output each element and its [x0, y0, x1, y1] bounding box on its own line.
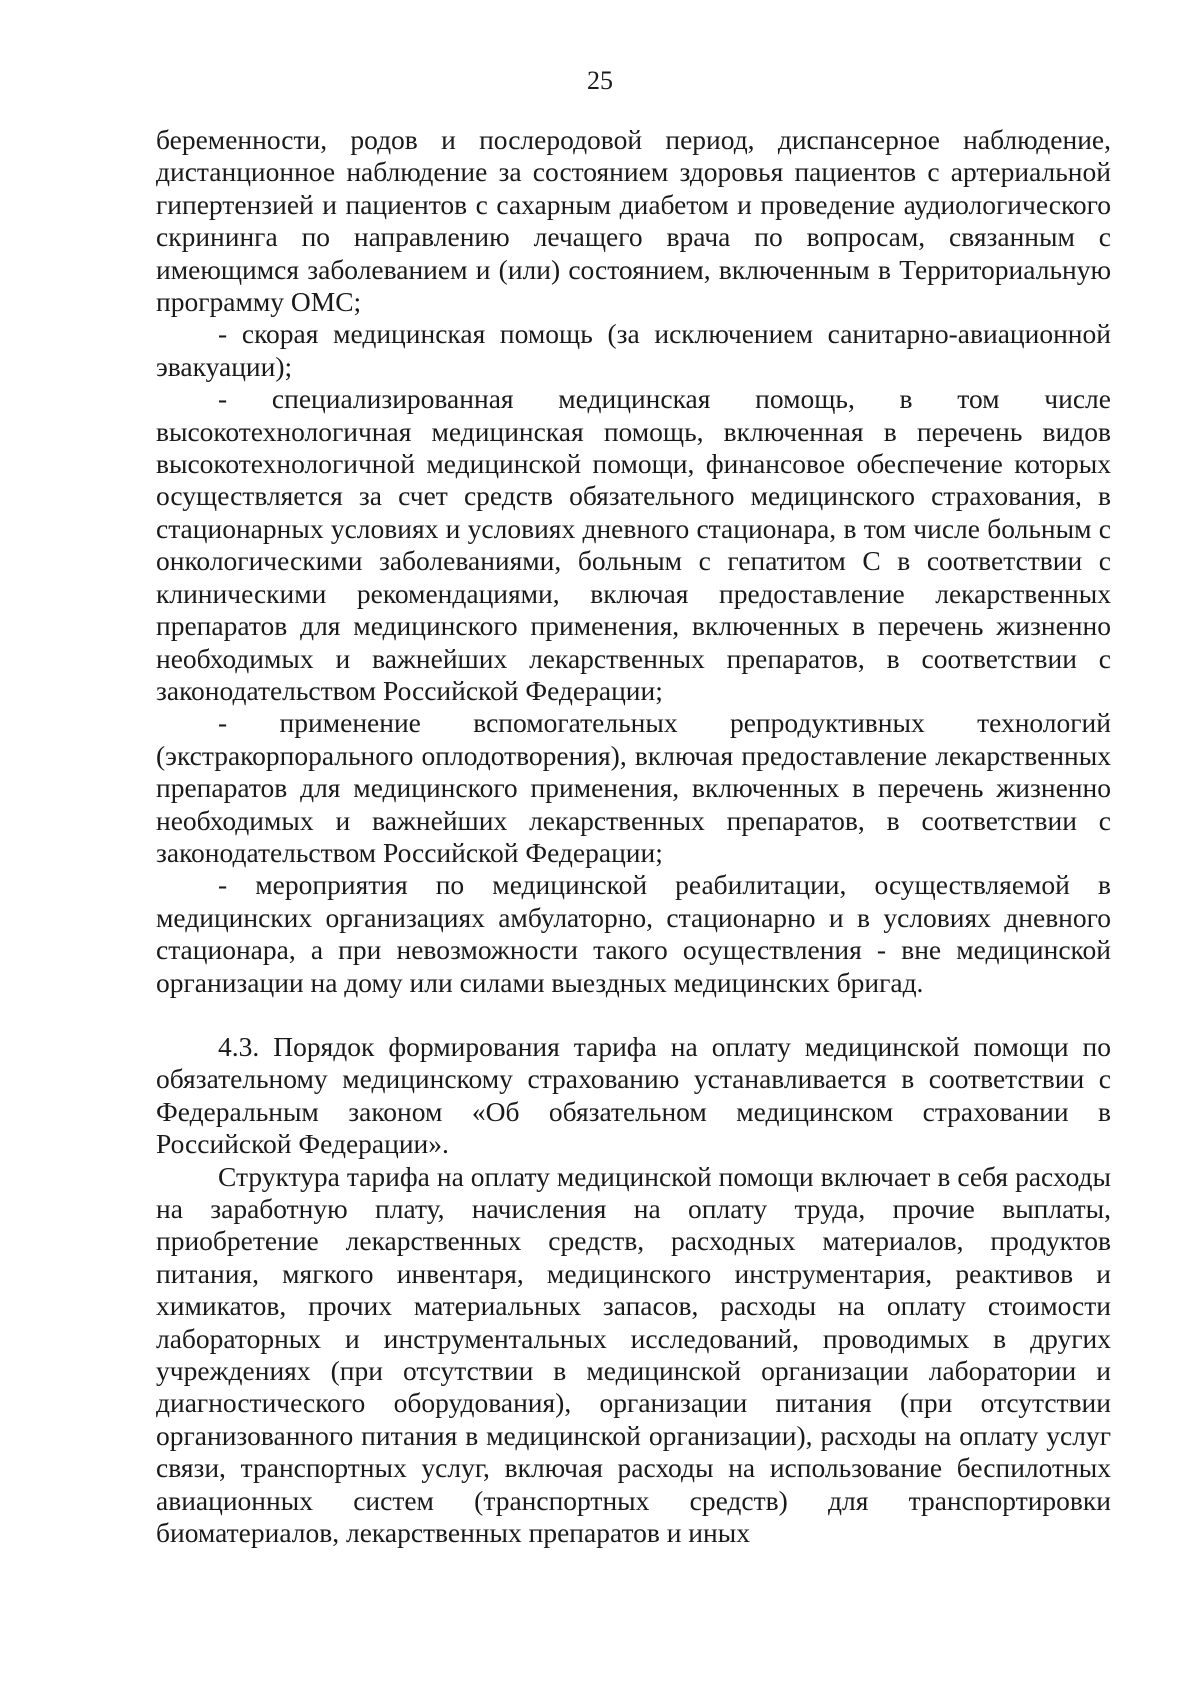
- section-4-3-paragraph: 4.3. Порядок формирования тарифа на оплату медицинской помощи по обязательному медицинскому страхованию устанавливается в соответствии с Федеральным законом «Об обязательном медицинском страховании в Российской Федерации».: [156, 1030, 1111, 1160]
- document-body: [156, 124, 1111, 1549]
- page-number: 25: [587, 66, 613, 95]
- list-item-emergency-care: - скорая медицинская помощь (за исключением санитарно-авиационной эвакуации);: [156, 318, 1111, 382]
- list-item-reproductive-technologies: - применение вспомогательных репродуктивных технологий (экстракорпорального оплодотворения), включая предоставление лекарственных препаратов для медицинского применения, включенных в перечень жизненно необходимых и важнейших лекарственных препаратов, в соответствии с законодательством Российской Федерации;: [156, 707, 1111, 868]
- list-item-specialized-care: - специализированная медицинская помощь, в том числе высокотехнологичная медицинская помощь, включенная в перечень видов высокотехнологичной медицинской помощи, финансовое обеспечение которых осуществляется за счет средств обязательного медицинского страхования, в стационарных условиях и условиях дневного стационара, в том числе больным с онкологическими заболеваниями, больным с гепатитом С в соответствии с клиническими рекомендациями, включая предоставление лекарственных препаратов для медицинского применения, включенных в перечень жизненно необходимых и важнейших лекарственных препаратов, в соответствии с законодательством Российской Федерации;: [156, 383, 1111, 706]
- tariff-structure-paragraph: Структура тарифа на оплату медицинской помощи включает в себя расходы на заработную плату, начисления на оплату труда, прочие выплаты, приобретение лекарственных средств, расходных материалов, продуктов питания, мягкого инвентаря, медицинского инструментария, реактивов и химикатов, прочих материальных запасов, расходы на оплату стоимости лабораторных и инструментальных исследований, проводимых в других учреждениях (при отсутствии в медицинской организации лаборатории и диагностического оборудования), организации питания (при отсутствии организованного питания в медицинской организации), расходы на оплату услуг связи, транспортных услуг, включая расходы на использование беспилотных авиационных систем (транспортных средств) для транспортировки биоматериалов, лекарственных препаратов и иных: [156, 1160, 1111, 1549]
- paragraph-continuation: беременности, родов и послеродовой период, диспансерное наблюдение, дистанционное наблюдение за состоянием здоровья пациентов с артериальной гипертензией и пациентов с сахарным диабетом и проведение аудиологического скрининга по направлению лечащего врача по вопросам, связанным с имеющимся заболеванием и (или) состоянием, включенным в Территориальную программу ОМС;: [156, 124, 1111, 318]
- list-item-rehabilitation: - мероприятия по медицинской реабилитации, осуществляемой в медицинских организациях амбулаторно, стационарно и в условиях дневного стационара, а при невозможности такого осуществления - вне медицинской организации на дому или силами выездных медицинских бригад.: [156, 869, 1111, 998]
